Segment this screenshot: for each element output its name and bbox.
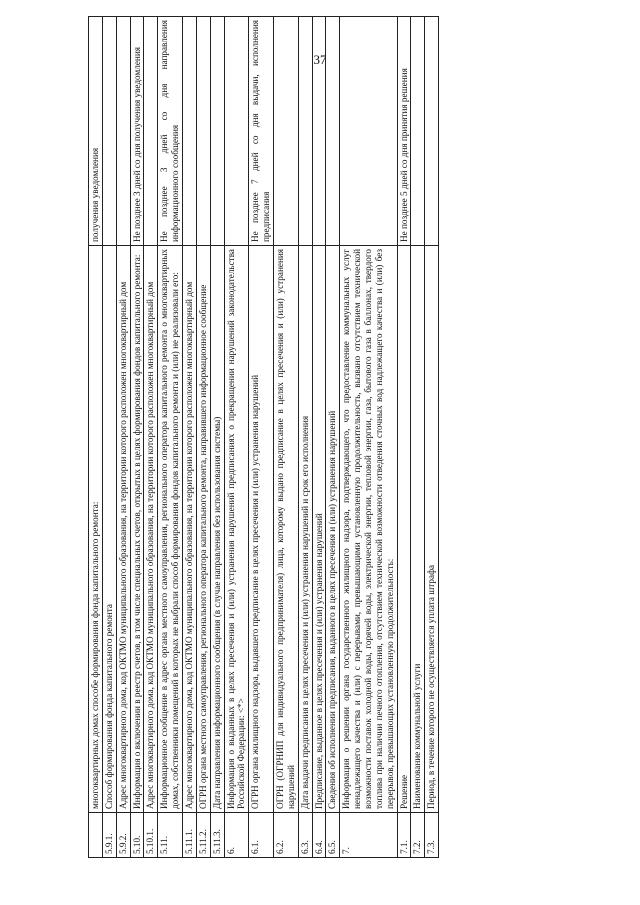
row-description: Адрес многоквартирного дома, код ОКТМО муниципального образования, на территории которого расположен многоквартирный дом [116,246,130,813]
row-number: 5.10. [130,813,144,858]
row-description: Дата направления информационного сообщения (в случае направления без использования системы) [210,246,224,813]
row-description: Информация о включении в реестр счетов, в том числе специальных счетов, открытых в целях формирования фондов капитального ремонта: [130,246,144,813]
table-body [89,17,439,858]
table-row [425,17,439,858]
table-row [249,17,274,858]
row-number: 6.3. [298,813,312,858]
row-description: ОГРН органа жилищного надзора, выдавшего предписание в целях пресечения и (или) устранения нарушений [249,246,274,813]
row-number: 5.9.2. [116,813,130,858]
row-deadline [326,17,340,246]
row-deadline: получения уведомления [89,17,103,246]
row-description: Адрес многоквартирного дома, код ОКТМО муниципального образования, на территории которого расположен многоквартирный дом [183,246,197,813]
table-row [397,17,411,858]
row-deadline [183,17,197,246]
row-number: 7. [340,813,397,858]
row-number: 6.2. [274,813,299,858]
row-deadline [196,17,210,246]
row-description: Сведения об исполнении предписания, выданного в целях пресечения и (или) устранения нарушений [326,246,340,813]
row-number: 7.2. [411,813,425,858]
page-number: 37 [313,52,327,67]
row-number: 6.1. [249,813,274,858]
row-number: 5.10.1. [144,813,158,858]
table-row [144,17,158,858]
row-deadline [102,17,116,246]
table-row [411,17,425,858]
row-number: 5.11. [158,813,183,858]
row-number: 5.11.1. [183,813,197,858]
row-description: ОГРН органа местного самоуправления, регионального оператора капитального ремонта, направившего информационное сообщение [196,246,210,813]
table-row [158,17,183,858]
row-description: Предписание, выданное в целях пресечения и (или) устранения нарушений [312,246,326,813]
row-deadline [144,17,158,246]
row-description: Информация о выданных в целях пресечения и (или) устранения нарушений предписаниях о прекращении нарушений законодательства Российской Федерации: <*> [224,246,249,813]
row-number: 6.4. [312,813,326,858]
row-description: Способ формирования фонда капитального ремонта [102,246,116,813]
row-description: Адрес многоквартирного дома, код ОКТМО муниципального образования, на территории которого расположен многоквартирный дом [144,246,158,813]
row-number: 7.1. [397,813,411,858]
row-description: Дата выдачи предписания в целях пресечения и (или) устранения нарушений и срок его исполнения [298,246,312,813]
table-row [210,17,224,858]
rotated-table-wrapper [88,20,574,858]
table-row [298,17,312,858]
row-number: 5.11.2. [196,813,210,858]
table-row [274,17,299,858]
table-row [89,17,103,858]
row-deadline [425,17,439,246]
row-number: 6. [224,813,249,858]
row-deadline [210,17,224,246]
row-number: 5.11.3. [210,813,224,858]
row-number: 7.3. [425,813,439,858]
row-description: Информация о решении органа государственного жилищного надзора, подтверждающего, что предоставление коммунальных услуг ненадлежащего качества и (или) с перерывами, превышающими установленную продолжительность, вызвано отсутствием технической возможности поставок холодной воды, горячей воды, электрической энергии, тепловой энергии, газа, бытового газа в баллонах, твердого топлива при наличии печного отопления, отсутствием технической возможности отведения сточных вод надлежащего качества и (или) без перерывов, превышающих установленную продолжительность: [340,246,397,813]
row-deadline: Не позднее 3 дней со дня направления информационного сообщения [158,17,183,246]
row-description: Решение [397,246,411,813]
row-deadline: Не позднее 7 дней со дня выдачи, исполнения предписания [249,17,274,246]
row-number [89,813,103,858]
requirements-table [88,16,439,858]
table-row [340,17,397,858]
row-deadline [224,17,249,246]
table-row [102,17,116,858]
row-number: 6.5. [326,813,340,858]
table-row [312,17,326,858]
row-deadline [274,17,299,246]
table-row [196,17,210,858]
table-row [116,17,130,858]
row-description: Наименование коммунальной услуги [411,246,425,813]
row-deadline [411,17,425,246]
row-description: многоквартирных домах способе формирования фонда капитального ремонта: [89,246,103,813]
row-deadline [312,17,326,246]
row-number: 5.9.1. [102,813,116,858]
row-deadline [340,17,397,246]
row-description: ОГРН (ОГРНИП для индивидуального предпринимателя) лица, которому выдано предписание в целях пресечения и (или) устранения нарушений [274,246,299,813]
row-description: Информационное сообщение в адрес органа местного самоуправления, регионального оператора капитального ремонта о многоквартирных домах, собственники помещений в которых не выбрали способ формирования фондов капитального ремонта и (или) не реализовали его: [158,246,183,813]
table-row [130,17,144,858]
row-deadline: Не позднее 5 дней со дня принятия решения [397,17,411,246]
row-description: Период, в течение которого не осуществляется уплата штрафа [425,246,439,813]
table-row [224,17,249,858]
table-row [326,17,340,858]
row-deadline: Не позднее 3 дней со дня получения уведомления [130,17,144,246]
row-deadline [298,17,312,246]
table-row [183,17,197,858]
row-deadline [116,17,130,246]
